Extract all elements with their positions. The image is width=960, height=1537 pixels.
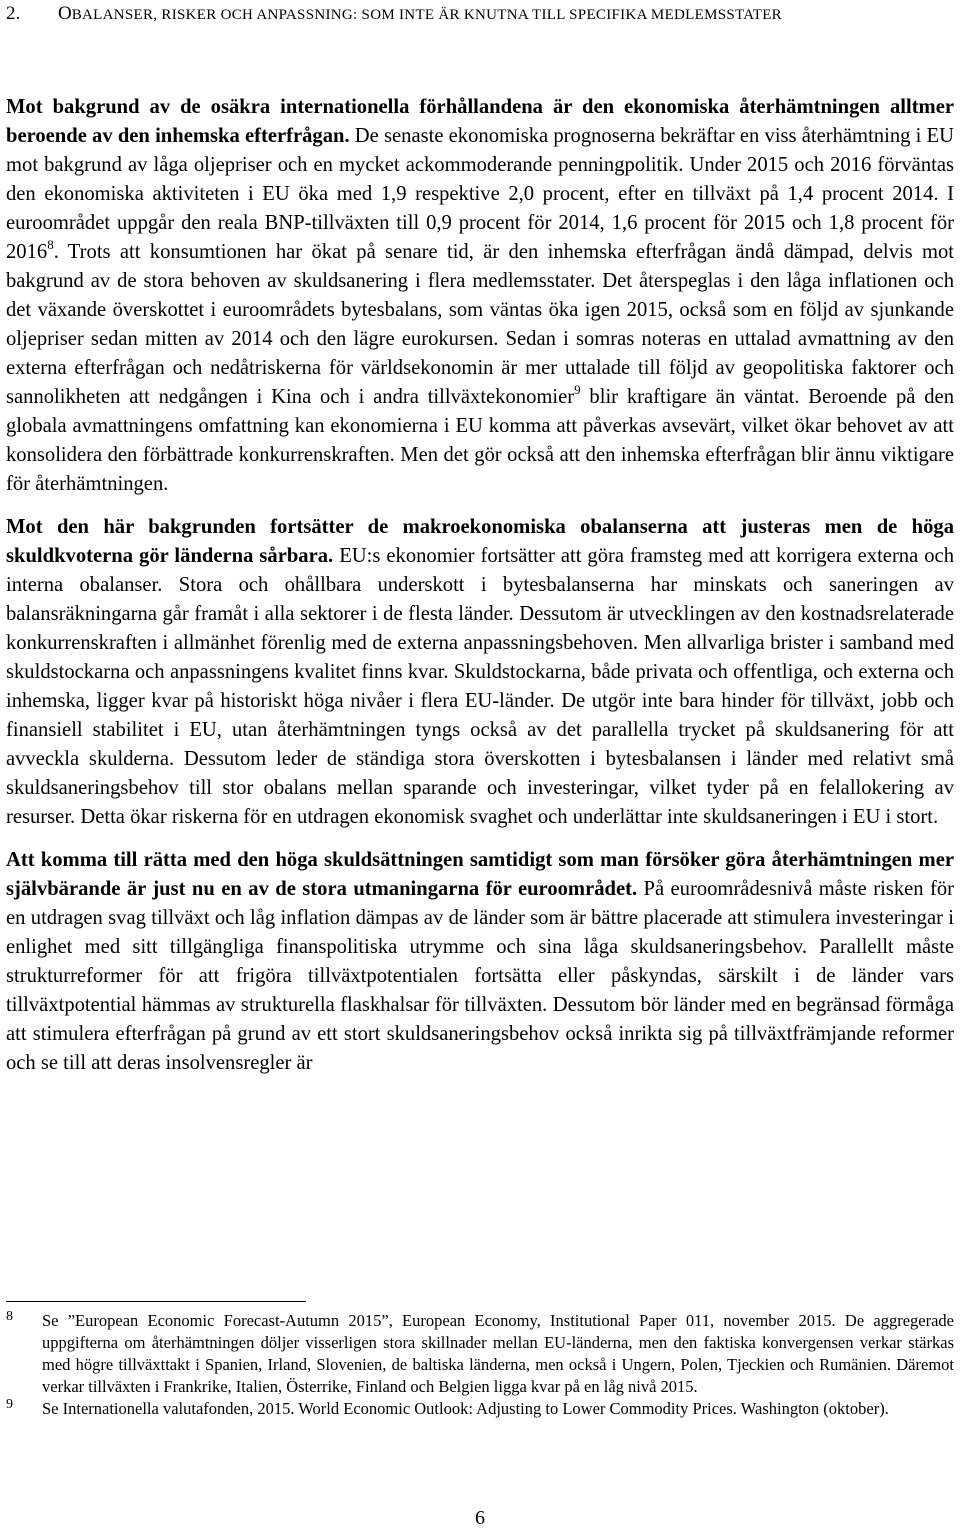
paragraph-1-text-c: blir kraftigare än väntat. Beroende på den globala avmattningens omfattning kan ekonomierna i EU komma att påverkas avsevärt, vilket ökar behovet av att konsolidera den förbättrade konkurrenskraften. Men det gör också att den inhemska efterfrågan blir ännu viktigare för återhämtningen. (6, 386, 954, 495)
footnote-text: Se Internationella valutafonden, 2015. World Economic Outlook: Adjusting to Lower Commodity Prices. Washington (oktober). (42, 1399, 889, 1418)
paragraph-1-text-a: De senaste ekonomiska prognoserna bekräftar en viss återhämtning i EU mot bakgrund av låga oljepriser och en mycket ackommoderande penningpolitik. Under 2015 och 2016 förväntas den ekonomiska aktiviteten i EU öka med 1,9 respektive 2,0 procent, efter en tillväxt på 1,4 procent 2014. I euroområdet uppgår den reala BNP-tillväxten till 0,9 procent för 2014, 1,6 procent för 2015 och 1,8 procent för 2016 (6, 125, 954, 263)
footnote-separator (6, 1301, 306, 1302)
section-title: BALANSER, RISKER OCH ANPASSNING: SOM INTE ÄR KNUTNA TILL SPECIFIKA MEDLEMSSTATER (71, 7, 782, 23)
footnote-text: Se ”European Economic Forecast-Autumn 2015”, European Economy, Institutional Paper 011, november 2015. De aggregerade uppgifterna om återhämtningen döljer visserligen stora skillnader mellan EU-länderna, men den faktiska konvergensen verkar stärkas med högre tillväxttakt i Spanien, Irland, Slovenien, de baltiska länderna, men också i Ungern, Polen, Tjeckien och Rumänien. Däremot verkar tillväxten i Frankrike, Italien, Österrike, Finland och Belgien ligga kvar på en låg nivå 2015. (42, 1311, 954, 1396)
paragraph-3-lead: Att komma till rätta med den höga skuldsättningen samtidigt som man försöker göra återhämtningen mer självbärande är just nu en av de stora utmaningarna för euroområdet. (6, 849, 954, 900)
footnote-9 (6, 1398, 954, 1420)
footnote-ref-8[interactable]: 8 (47, 237, 54, 253)
paragraph-1-lead: Mot bakgrund av de osäkra internationella förhållandena är den ekonomiska återhämtningen alltmer beroende av den inhemska efterfrågan. (6, 96, 954, 147)
paragraph-1 (6, 93, 954, 499)
footnotes (6, 1310, 954, 1420)
paragraph-2-lead: Mot den här bakgrunden fortsätter de makroekonomiska obalanserna att justeras men de höga skuldkvoterna gör länderna sårbara. (6, 516, 954, 567)
paragraph-2-text: EU:s ekonomier fortsätter att göra framsteg med att korrigera externa och interna obalanser. Stora och ohållbara underskott i bytesbalanserna har minskats och saneringen av balansräkningarna går framåt i alla sektorer i de flesta länder. Dessutom är utvecklingen av den kostnadsrelaterade konkurrenskraften i allmänhet förenlig med de externa anpassningsbehoven. Men allvarliga brister i samband med skuldstockarna och anpassningens kvalitet finns kvar. Skuldstockarna, både privata och offentliga, och externa och inhemska, ligger kvar på historiskt höga nivåer i flera EU-länder. De utgör inte bara hinder för tillväxt, jobb och finansiell stabilitet i EU, utan återhämtningen tyngs också av det parallella trycket på skuldsanering för att avveckla skulderna. Dessutom leder de ständiga stora överskotten i bytesbalansen i länder med relativt små skuldsaneringsbehov till stor obalans mellan sparande och investeringar, vilket tyder på en felallokering av resurser. Detta ökar riskerna för en utdragen ekonomisk svaghet och underlättar inte skuldsaneringen i EU i stort. (6, 545, 954, 828)
document-body (6, 93, 954, 1092)
footnote-ref-9[interactable]: 9 (574, 382, 581, 398)
paragraph-2 (6, 513, 954, 832)
paragraph-3 (6, 846, 954, 1078)
section-heading (6, 0, 954, 29)
footnote-number: 8 (6, 1309, 13, 1324)
paragraph-1-text-b: . Trots att konsumtionen har ökat på senare tid, är den inhemska efterfrågan ändå dämpad, delvis mot bakgrund av de stora behoven av skuldsanering i flera medlemsstater. Det återspeglas i den låga inflationen och det växande överskottet i euroområdets bytesbalans, som väntas öka igen 2015, också som en följd av sjunkande oljepriser sedan mitten av 2014 och den lägre eurokursen. Sedan i somras noteras en uttalad avmattning av den externa efterfrågan och nedåtriskerna för världsekonomin är mer uttalade till följd av geopolitiska faktorer och sannolikheten att nedgången i Kina och i andra tillväxtekonomier (6, 241, 954, 408)
section-title-initial: O (58, 3, 72, 24)
footnote-number: 9 (6, 1397, 13, 1412)
footnote-8 (6, 1310, 954, 1398)
page-number: 6 (475, 1507, 485, 1529)
paragraph-3-text: På euroområdesnivå måste risken för en utdragen svag tillväxt och låg inflation dämpas av de länder som är bättre placerade att stimulera investeringar i enlighet med sitt tillgängliga finanspolitiska utrymme och sina låga skuldsaneringsbehov. Parallellt måste strukturreformer för att frigöra tillväxtpotentialen fortsätta eller påskyndas, särskilt i de länder vars tillväxtpotential hämmas av strukturella flaskhalsar för tillväxten. Dessutom bör länder med en begränsad förmåga att stimulera efterfrågan på grund av ett stort skuldsaneringsbehov också inrikta sig på tillväxtfrämjande reformer och se till att deras insolvensregler är (6, 878, 954, 1074)
section-number: 2. (6, 3, 21, 24)
